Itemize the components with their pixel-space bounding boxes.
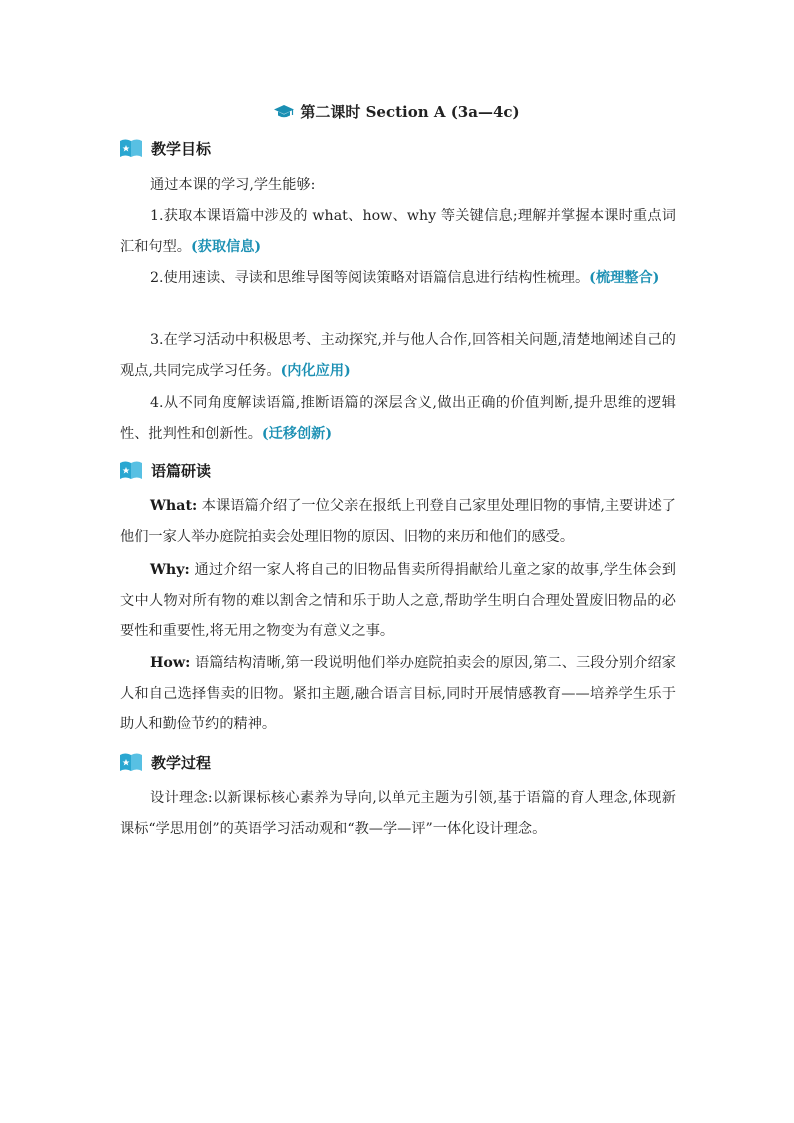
goal-tag: (获取信息)	[190, 238, 262, 255]
goal-tag: (内化应用)	[280, 362, 351, 379]
section-heading-goals	[119, 137, 211, 159]
analysis-what	[120, 491, 676, 552]
page-title	[0, 101, 794, 124]
goal-text: 2.使用速读、寻读和思维导图等阅读策略对语篇信息进行结构性梳理。	[150, 270, 590, 286]
goal-item	[120, 388, 676, 449]
open-book-icon	[119, 752, 143, 772]
analysis-text: 本课语篇介绍了一位父亲在报纸上刊登自己家里处理旧物的事情,主要讲述了他们一家人举办庭院拍卖会处理旧物的原因、旧物的来历和他们的感受。	[120, 498, 676, 545]
goal-text: 1.获取本课语篇中涉及的 what、how、why 等关键信息;理解并掌握本课时重点词汇和句型。	[120, 208, 676, 255]
graduation-cap-icon	[274, 104, 294, 124]
analysis-lead: How:	[150, 655, 191, 671]
section-heading-label: 教学目标	[151, 139, 212, 158]
open-book-icon	[119, 138, 143, 158]
analysis-lead: What:	[150, 498, 198, 514]
analysis-text: 通过介绍一家人将自己的旧物品售卖所得捐献给儿童之家的故事,学生体会到文中人物对所有物的难以割舍之情和乐于助人之意,帮助学生明白合理处置废旧物品的必要性和重要性,将无用之物变为有意义之事。	[120, 562, 676, 639]
goals-intro: 通过本课的学习,学生能够:	[150, 177, 316, 193]
title-text: 第二课时 Section A (3a—4c)	[300, 103, 520, 121]
analysis-lead: Why:	[150, 562, 190, 578]
goal-tag: (梳理整合)	[589, 270, 660, 286]
section-heading-label: 教学过程	[151, 753, 212, 772]
section-heading-label: 语篇研读	[151, 461, 212, 480]
section-heading-analysis	[119, 459, 211, 481]
goal-item	[120, 325, 676, 386]
goal-text: 3.在学习活动中积极思考、主动探究,并与他人合作,回答相关问题,清楚地阐述自己的观点,共同完成学习任务。	[120, 332, 676, 379]
goal-tag: (迁移创新)	[261, 425, 333, 442]
process-text: 设计理念:以新课标核心素养为导向,以单元主题为引领,基于语篇的育人理念,体现新课标“学思用创”的英语学习活动观和“教—学—评”一体化设计理念。	[120, 790, 676, 837]
analysis-why	[120, 555, 676, 647]
open-book-icon	[119, 460, 143, 480]
goal-item	[120, 201, 676, 262]
goal-item	[120, 263, 676, 294]
section-heading-process	[119, 751, 211, 773]
analysis-how	[120, 648, 676, 740]
analysis-text: 语篇结构清晰,第一段说明他们举办庭院拍卖会的原因,第二、三段分别介绍家人和自己选择售卖的旧物。紧扣主题,融合语言目标,同时开展情感教育——培养学生乐于助人和勤俭节约的精神。	[120, 655, 676, 732]
goal-text: 4.从不同角度解读语篇,推断语篇的深层含义,做出正确的价值判断,提升思维的逻辑性、批判性和创新性。	[120, 395, 676, 442]
